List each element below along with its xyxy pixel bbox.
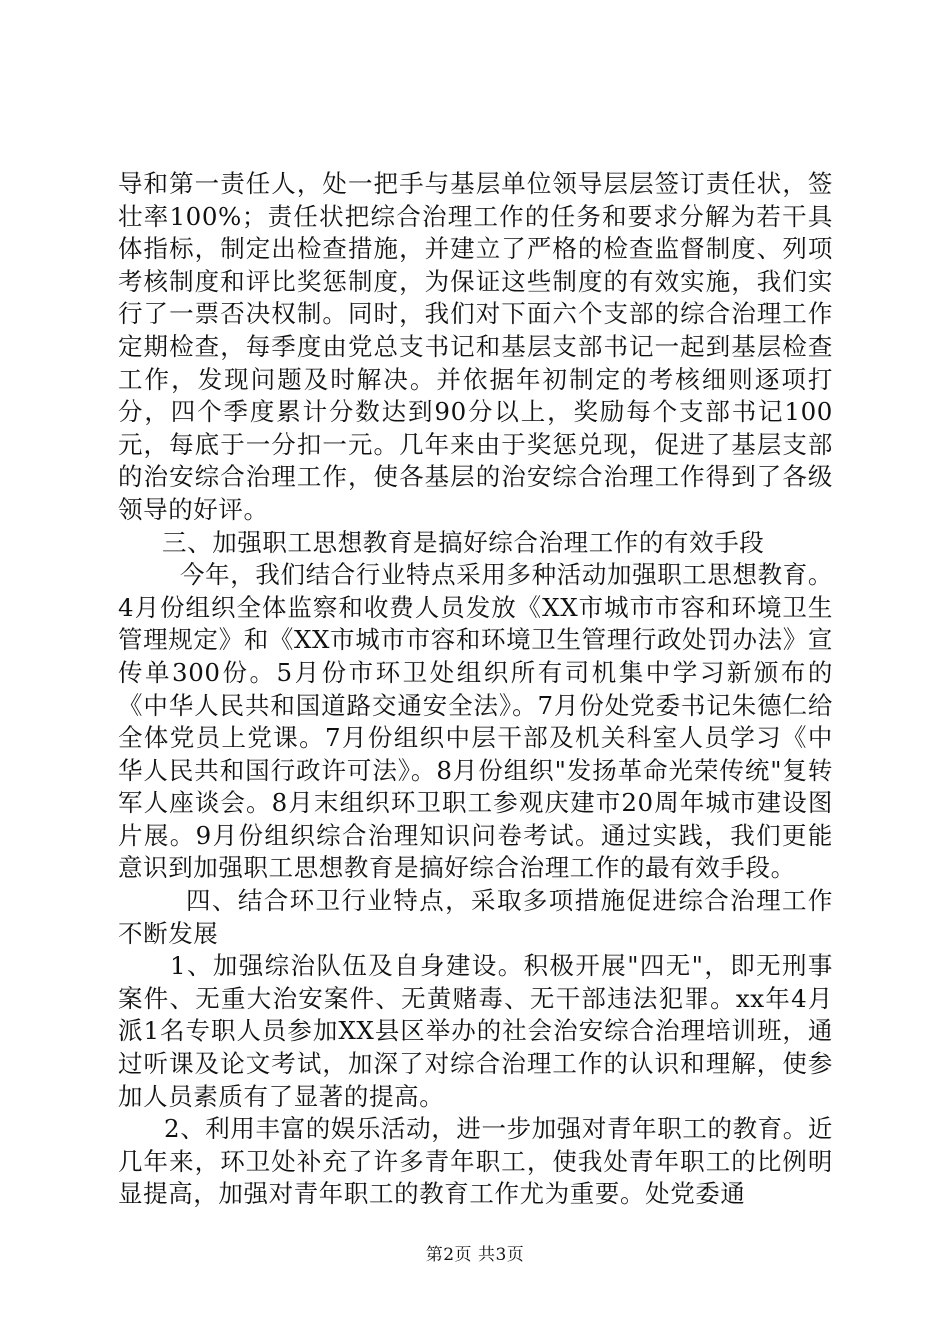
document-body (118, 168, 833, 1211)
section-heading-four: 四、结合环卫行业特点，采取多项措施促进综合治理工作不断发展 (118, 886, 833, 948)
section-heading-three: 三、加强职工思想教育是搞好综合治理工作的有效手段 (162, 527, 765, 557)
page-number-footer: 第2页 共3页 (425, 1245, 525, 1265)
list-item-youth-education: 2、利用丰富的娱乐活动，进一步加强对青年职工的教育。近几年来，环卫处补充了许多青年职工，使我处青年职工的比例明显提高，加强对青年职工的教育工作尤为重要。处党委通 (118, 1114, 833, 1209)
list-item-team-building: 1、加强综治队伍及自身建设。积极开展"四无"，即无刑事案件、无重大治安案件、无黄赌毒、无干部违法犯罪。xx年4月派1名专职人员参加XX县区举办的社会治安综合治理培训班，通过听课及论文考试，加深了对综合治理工作的认识和理解，使参加人员素质有了显著的提高。 (118, 951, 833, 1111)
paragraph-ideological-education: 今年，我们结合行业特点采用多种活动加强职工思想教育。4月份组织全体监察和收费人员发放《XX市城市市容和环境卫生管理规定》和《XX市城市市容和环境卫生管理行政处罚办法》宣传单300份。5月份市环卫处组织所有司机集中学习新颁布的《中华人民共和国道路交通安全法》。7月份处党委书记朱德仁给全体党员上党课。7月份组织中层干部及机关科室人员学习《中华人民共和国行政许可法》。8月份组织"发扬革命光荣传统"复转军人座谈会。8月末组织环卫职工参观庆建市20周年城市建设图片展。9月份组织综合治理知识问卷考试。通过实践，我们更能意识到加强职工思想教育是搞好综合治理工作的最有效手段。 (118, 560, 833, 883)
paragraph-responsibility-system: 导和第一责任人，处一把手与基层单位领导层层签订责任状，签壮率100%；责任状把综合治理工作的任务和要求分解为若干具体指标，制定出检查措施，并建立了严格的检查监督制度、列项考核制度和评比奖惩制度，为保证这些制度的有效实施，我们实行了一票否决权制。同时，我们对下面六个支部的综合治理工作定期检查，每季度由党总支书记和基层支部书记一起到基层检查工作，发现问题及时解决。并依据年初制定的考核细则逐项打分，四个季度累计分数达到90分以上，奖励每个支部书记100元，每底于一分扣一元。几年来由于奖惩兑现，促进了基层支部的治安综合治理工作，使各基层的治安综合治理工作得到了各级领导的好评。 (118, 169, 833, 524)
